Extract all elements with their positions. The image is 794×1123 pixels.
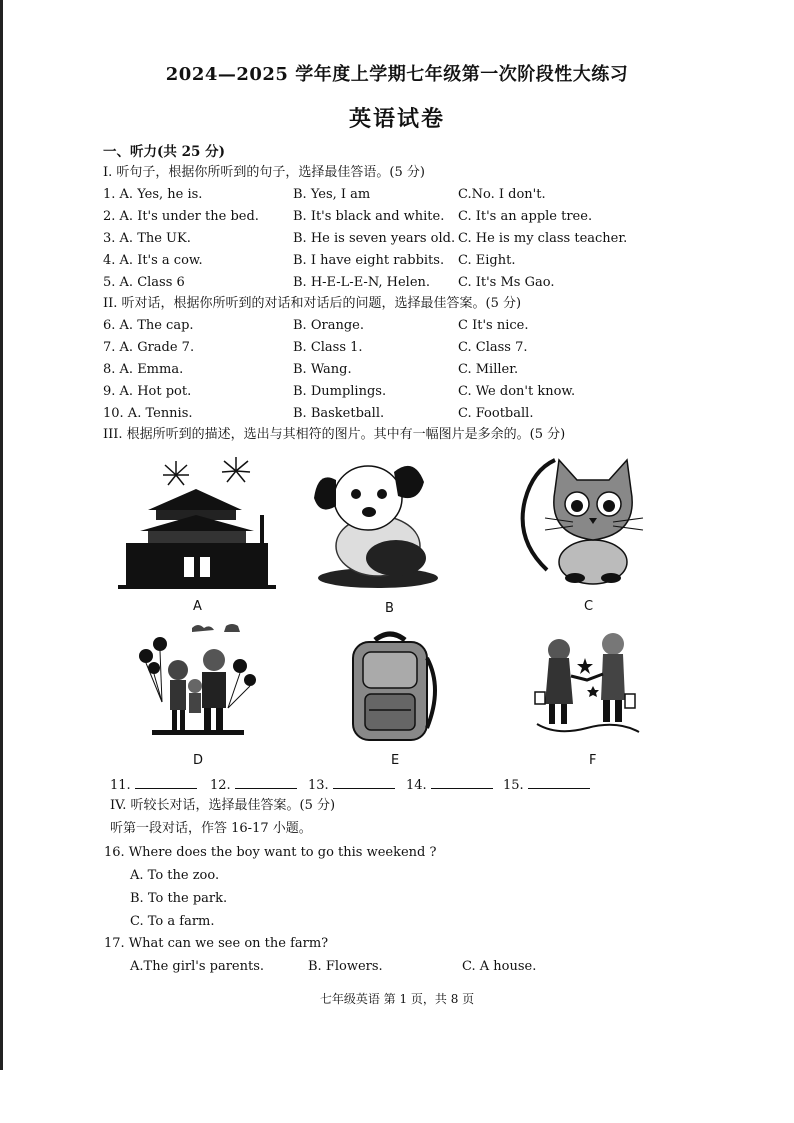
q1-option-b: B. Yes, I am	[293, 187, 371, 202]
schoolbag-picture	[335, 628, 445, 748]
q16-option-b: B. To the park.	[130, 891, 228, 906]
q8-option-c: C. Miller.	[458, 362, 519, 377]
picture-label-d: D	[193, 753, 204, 768]
blank-line	[431, 776, 493, 789]
q6-option-c: C It's nice.	[458, 318, 529, 333]
part4-note: 听第一段对话，作答 16-17 小题。	[110, 821, 312, 836]
q16-option-c: C. To a farm.	[130, 914, 215, 929]
tiananmen-picture	[118, 455, 276, 595]
blank-line	[528, 776, 590, 789]
q8-option-a: 8. A. Emma.	[103, 362, 184, 377]
answer-blank-12[interactable]	[210, 776, 297, 795]
q4-option-c: C. Eight.	[458, 253, 516, 268]
answer-number-13: 13.	[308, 778, 329, 793]
part2-instruction: II. 听对话，根据你所听到的对话和对话后的问题，选择最佳答案。(5 分)	[103, 296, 522, 311]
q5-option-b: B. H-E-L-E-N, Helen.	[293, 275, 431, 290]
q4-option-b: B. I have eight rabbits.	[293, 253, 445, 268]
q9-option-c: C. We don't know.	[458, 384, 576, 399]
q16-option-a: A. To the zoo.	[130, 868, 220, 883]
picture-label-a: A	[193, 599, 202, 614]
q1-option-a: 1. A. Yes, he is.	[103, 187, 203, 202]
q1-option-c: C.No. I don't.	[458, 187, 546, 202]
picture-label-b: B	[385, 601, 394, 616]
q3-option-c: C. He is my class teacher.	[458, 231, 628, 246]
q5-option-c: C. It's Ms Gao.	[458, 275, 555, 290]
q6-option-b: B. Orange.	[293, 318, 364, 333]
q3-option-b: B. He is seven years old.	[293, 231, 456, 246]
puppy-picture	[306, 450, 456, 590]
q2-option-a: 2. A. It's under the bed.	[103, 209, 259, 224]
q7-option-a: 7. A. Grade 7.	[103, 340, 195, 355]
handshake-picture	[527, 628, 647, 748]
answer-number-14: 14.	[406, 778, 427, 793]
q17-stem: 17. What can we see on the farm?	[104, 936, 329, 951]
q2-option-c: C. It's an apple tree.	[458, 209, 593, 224]
q5-option-a: 5. A. Class 6	[103, 275, 185, 290]
q7-option-c: C. Class 7.	[458, 340, 528, 355]
cat-picture	[515, 450, 665, 590]
q10-option-b: B. Basketball.	[293, 406, 385, 421]
q6-option-a: 6. A. The cap.	[103, 318, 194, 333]
q10-option-a: 10. A. Tennis.	[103, 406, 193, 421]
q17-option-a: A.The girl's parents.	[130, 959, 264, 974]
answer-number-15: 15.	[503, 778, 524, 793]
part1-instruction: I. 听句子，根据你所听到的句子，选择最佳答语。(5 分)	[103, 165, 425, 180]
q9-option-a: 9. A. Hot pot.	[103, 384, 192, 399]
q10-option-c: C. Football.	[458, 406, 534, 421]
answer-number-12: 12.	[210, 778, 231, 793]
section-listening-heading: 一、听力(共 25 分)	[103, 144, 225, 160]
family-balloons-picture	[132, 622, 262, 742]
q9-option-b: B. Dumplings.	[293, 384, 387, 399]
q7-option-b: B. Class 1.	[293, 340, 363, 355]
picture-label-c: C	[584, 599, 594, 614]
picture-label-f: F	[589, 753, 597, 768]
answer-blank-11[interactable]	[110, 776, 197, 795]
part4-instruction: IV. 听较长对话，选择最佳答案。(5 分)	[110, 798, 336, 813]
blank-line	[235, 776, 297, 789]
q17-option-b: B. Flowers.	[308, 959, 383, 974]
q17-option-c: C. A house.	[462, 959, 537, 974]
exam-title: 2024—2025 学年度上学期七年级第一次阶段性大练习	[165, 64, 629, 85]
answer-blank-13[interactable]	[308, 776, 395, 795]
page-footer: 七年级英语 第 1 页，共 8 页	[319, 992, 475, 1006]
blank-line	[333, 776, 395, 789]
q2-option-b: B. It's black and white.	[293, 209, 445, 224]
answer-number-11: 11.	[110, 778, 131, 793]
answer-blank-14[interactable]	[406, 776, 493, 795]
page-edge	[0, 0, 3, 1070]
part3-instruction: III. 根据所听到的描述，选出与其相符的图片。其中有一幅图片是多余的。(5 分)	[103, 427, 566, 442]
q8-option-b: B. Wang.	[293, 362, 352, 377]
q16-stem: 16. Where does the boy want to go this weekend ?	[104, 845, 437, 860]
answer-blank-15[interactable]	[503, 776, 590, 795]
picture-label-e: E	[391, 753, 400, 768]
q4-option-a: 4. A. It's a cow.	[103, 253, 203, 268]
exam-subtitle: 英语试卷	[348, 106, 445, 132]
blank-line	[135, 776, 197, 789]
q3-option-a: 3. A. The UK.	[103, 231, 191, 246]
